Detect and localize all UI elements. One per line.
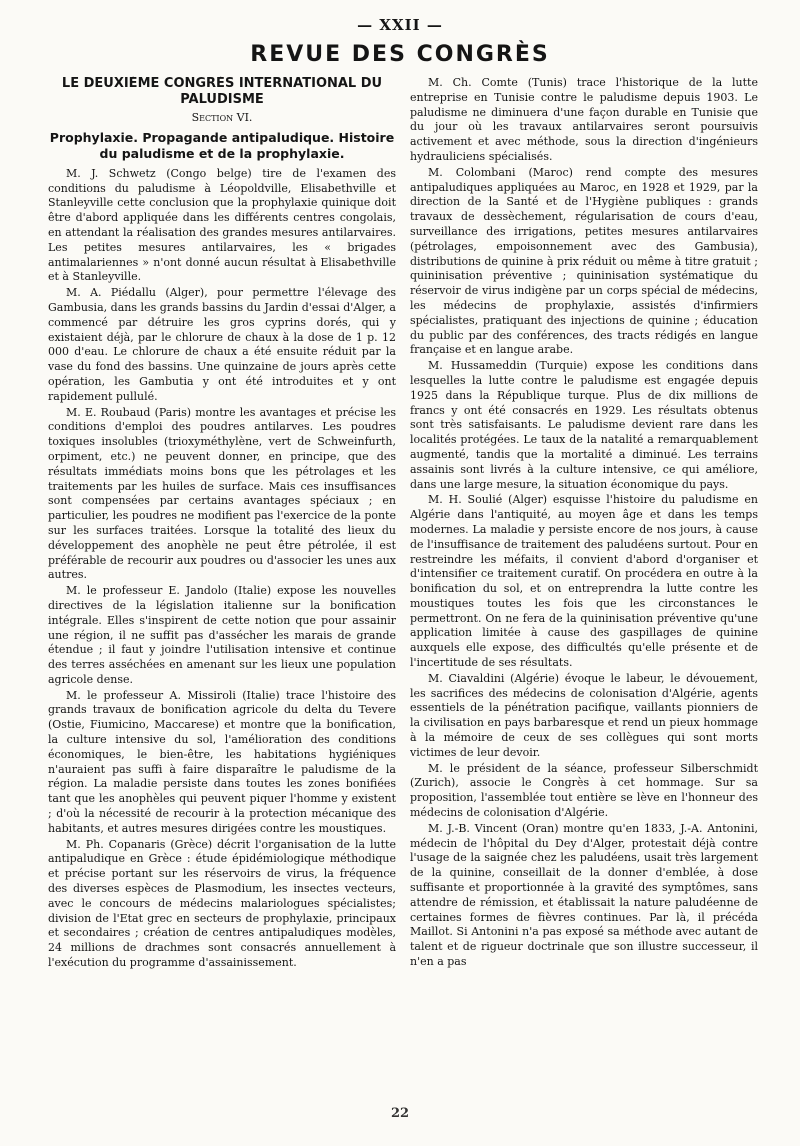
section-label: Section VI. [191,111,253,124]
paragraph-comte: M. Ch. Comte (Tunis) trace l'historique de la lutte entreprise en Tunisie contre le paludisme depuis 1903. Le paludisme ne diminuera d'une façon durable en Tunisie que du jour où les travaux antilarvaires seront poursuivis activement et avec méthode, sous la direction d'ingénieurs hydrauliciens spécialisés. [410,76,758,163]
right-column [410,76,758,1096]
paragraph-ciavaldini: M. Ciavaldini (Algérie) évoque le labeur, le dévouement, les sacrifices des médecins de colonisation d'Algérie, agents essentiels de la pénétration pacifique, vaillants pionniers de la civilisation en pays barbaresque et rend un pieux hommage à la mémoire de ceux de ses collègues qui sont morts victimes de leur devoir. [410,671,758,759]
paragraph-soulie: M. H. Soulié (Alger) esquisse l'histoire du paludisme en Algérie dans l'antiquité, au moyen âge et dans les temps modernes. La maladie y persiste encore de nos jours, à cause de l'insuffisance de traitement des paludéens surtout. Pour en restreindre les méfaits, il convient d'abord d'organiser et d'intensifier ce traitement curatif. On procédera en outre à la bonification du sol, et on entreprendra la lutte contre les moustiques toutes les fois que les circonstances le permettront. On ne fera de la quininisation préventive qu'une application limitée à cause des gaspillages de quinine auxquels elle expose, des difficultés qu'elle présente et de l'incertitude de ses résultats. [410,493,758,670]
paragraph-vincent: M. J.-B. Vincent (Oran) montre qu'en 1833, J.-A. Antonini, médecin de l'hôpital du Dey d'Alger, protestait déjà contre l'usage de la saignée chez les paludéens, usait très largement de la quinine, conseillait de la donner d'emblée, à dose suffisante et proportionnée à la gravité des symptômes, sans attendre de rémission, et établissait la nature paludéenne de certaines formes de fièvres continues. Par là, il précéda Maillot. Si Antonini n'a pas exposé sa méthode avec autant de talent et de rigueur doctrinale que son illustre successeur, il n'en a pas [410,821,758,969]
left-column [48,76,396,1096]
page-number: — XXII — [357,16,443,34]
paragraph-missiroli: M. le professeur A. Missiroli (Italie) trace l'histoire des grands travaux de bonification agricole du delta du Tevere (Ostie, Fiumicino, Maccarese) et montre que la bonification, la culture intensive du sol, l'amélioration des conditions économiques, le bien-être, les habitations hygiéniques n'auraient pas suffi à faire disparaître le paludisme de la région. La maladie persiste dans toutes les zones bonifiées tant que les anophèles qui peuvent piquer l'homme y existent ; d'où la nécessité de recourir à la protection mécanique des habitants, et autres mesures dirigées contre les moustiques. [48,688,396,835]
folio: 22 [390,1106,410,1121]
paragraph-piedallu: M. A. Piédallu (Alger), pour permettre l'élevage des Gambusia, dans les grands bassins du Jardin d'essai d'Alger, a commencé par détruire les gros cyprins dorés, qui y existaient déjà, par le chlorure de chaux à la dose de 1 p. 12 000 d'eau. Le chlorure de chaux a été ensuite réduit par la vase du fond des bassins. Une quinzaine de jours après cette opération, les Gambutia y ont été introduites et y ont rapidement pullulé. [48,286,396,403]
paragraph-schwetz: M. J. Schwetz (Congo belge) tire de l'examen des conditions du paludisme à Léopoldville, Elisabethville et Stanleyville cette conclusion que la prophylaxie quinique doit être d'abord appliquée dans les différents centres congolais, en attendant la réalisation des grandes mesures antilarvaires. Les petites mesures antilarvaires, les « brigades antimalariennes » n'ont donné aucun résultat à Elisabethville et à Stanleyville. [48,166,396,284]
paragraph-roubaud: M. E. Roubaud (Paris) montre les avantages et précise les conditions d'emploi des poudres antilarves. Les poudres toxiques insolubles (trioxyméthylène, vert de Schweinfurth, orpiment, etc.) ne peuvent donner, en principe, que des résultats immédiats moins bons que les pétrolages et les traitements par les huiles de surface. Mais ces insuffisances sont compensées par certains avantages spéciaux ; en particulier, les poudres ne modifient pas l'exercice de la ponte sur les surfaces traitées. Lorsque la totalité des lieux du développement des anophèle ne peut être pétrolée, il est préférable de recourir aux poudres ou d'associer les unes aux autres. [48,405,396,582]
section-heading: Prophylaxie. Propagande antipaludique. Histoire du paludisme et de la prophylaxie. [49,129,395,161]
paragraph-hussameddin: M. Hussameddin (Turquie) expose les conditions dans lesquelles la lutte contre le paludisme est engagée depuis 1925 dans la République turque. Plus de dix millions de francs y ont été consacrés en 1929. Les résultats obtenus sont très satisfaisants. Le paludisme devient rare dans les localités protégées. Le taux de la natalité a remarquablement augmenté, tandis que la mortalité a diminué. Les terrains assainis sont livrés à la culture intensive, ce qui améliore, dans une large mesure, la situation économique du pays. [410,359,758,491]
running-head: REVUE DES CONGRÈS [250,42,550,67]
congress-title: LE DEUXIÈME CONGRÈS INTERNATIONAL DU PALUDISME [61,76,383,107]
paragraph-colombani: M. Colombani (Maroc) rend compte des mesures antipaludiques appliquées au Maroc, en 1928 et 1929, par la direction de la Santé et de l'Hygiène publiques : grands travaux de dessèchement, régularisation de cours d'eau, surveillance des irrigations, petites mesures antilarvaires (pétrolages, empoisonnement avec des Gambusia), distributions de quinine à prix réduit ou même à titre gratuit ; quininisation préventive ; quininisation systématique du réservoir de virus indigène par un corps spécial de médecins, les médecins de prophylaxie, assistés d'infirmiers spécialistes, pratiquant des injections de quinine ; éducation du public par des conférences, des tracts rédigés en langue française et en langue arabe. [410,165,758,357]
paragraph-copanaris: M. Ph. Copanaris (Grèce) décrit l'organisation de la lutte antipaludique en Grèce : étude épidémiologique méthodique et précise portant sur les réservoirs de virus, la fréquence des diverses espèces de Plasmodium, les insectes vecteurs, avec le concours de médecins malariologues spécialistes; division de l'Etat grec en secteurs de prophylaxie, principaux et secondaires ; création de centres antipaludiques modèles, 24 millions de drachmes sont consacrés annuellement à l'exécution du programme d'assainissement. [48,837,396,970]
paragraph-jandolo: M. le professeur E. Jandolo (Italie) expose les nouvelles directives de la législation italienne sur la bonification intégrale. Elles s'inspirent de cette notion que pour assainir une région, il ne suffit pas d'assécher les marais de grande étendue ; il faut y joindre l'utilisation intensive et continue des terres asséchées en amenant sur les lieux une population agricole dense. [48,584,396,686]
paragraph-silberschmidt: M. le président de la séance, professeur Silberschmidt (Zurich), associe le Congrès à cet hommage. Sur sa proposition, l'assemblée tout entière se lève en l'honneur des médecins de colonisation d'Algérie. [410,761,758,820]
